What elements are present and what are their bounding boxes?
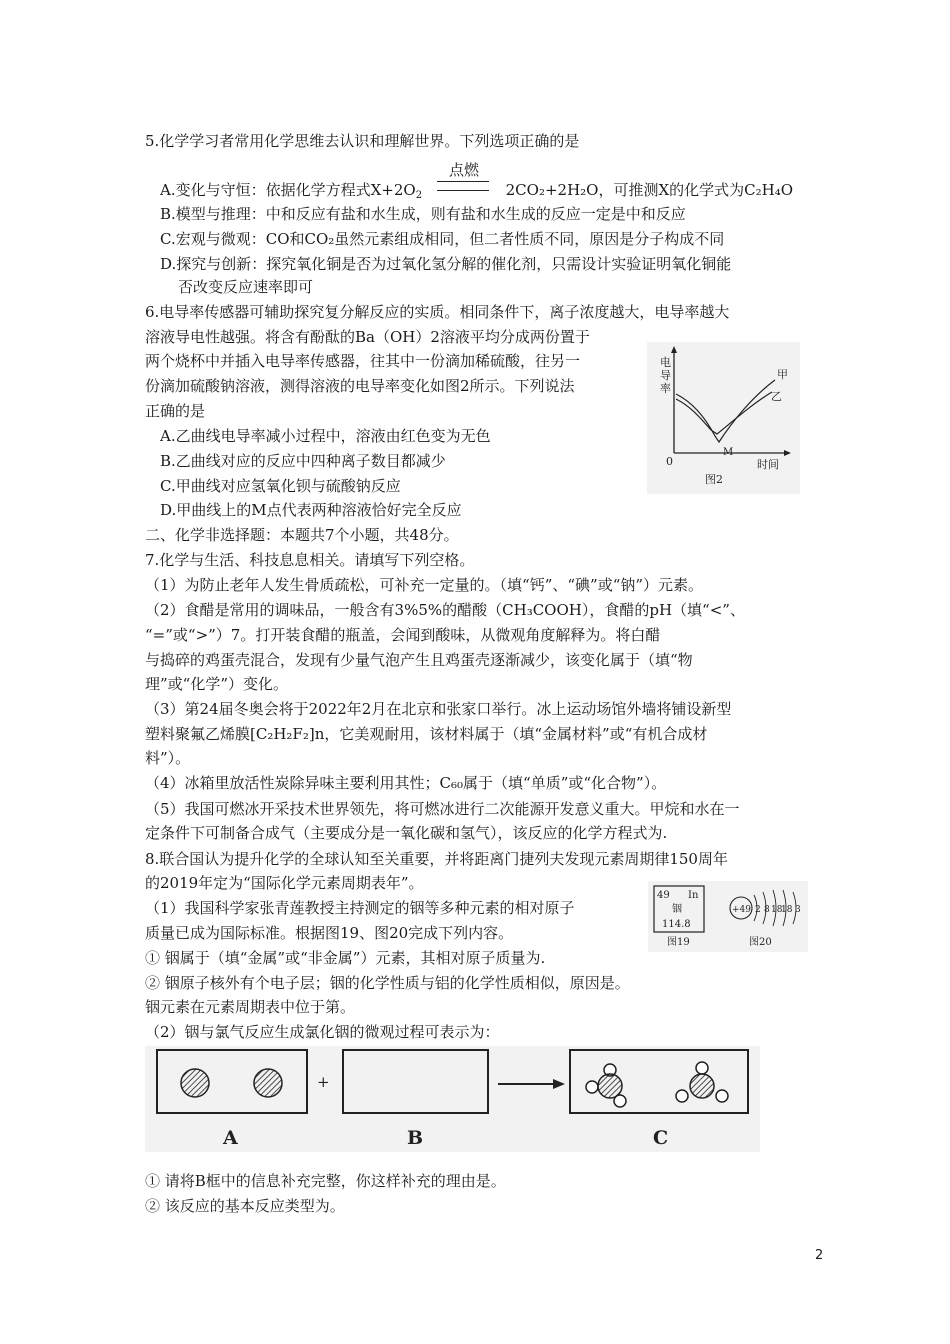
q7-part5-line1: （5）我国可燃冰开采技术世界领先，将可燃冰进行二次能源开发意义重大。甲烷和水在一 (145, 800, 740, 818)
fig2-ylabel-3: 率 (660, 382, 671, 395)
q5-option-a-sub: 2 (415, 190, 423, 201)
q8-line1: 8.联合国认为提升化学的全球认知至关重要，并将距离门捷列夫发现元素周期律150周年 (145, 850, 728, 868)
q8-question1: ① 请将B框中的信息补充完整，你这样补充的理由是。 (145, 1172, 506, 1190)
q5-option-a-pre: A.变化与守恒：依据化学方程式X+2O (160, 181, 416, 199)
q7-stem: 7.化学与生活、科技息息相关。请填写下列空格。 (145, 551, 475, 569)
micro-label-b: B (407, 1127, 424, 1149)
q6-option-d: D.甲曲线上的M点代表两种溶液恰好完全反应 (160, 501, 462, 519)
q6-line5: 正确的是 (145, 402, 206, 420)
q7-part4: （4）冰箱里放活性炭除异味主要利用其性；C₆₀属于（填“单质”或“化合物”）。 (145, 774, 667, 792)
micro-label-c: C (653, 1127, 669, 1149)
q8-item1: ① 铟属于（填“金属”或“非金属”）元素，其相对原子质量为. (145, 949, 546, 967)
q5-option-b: B.模型与推理：中和反应有盐和水生成，则有盐和水生成的反应一定是中和反应 (160, 205, 686, 223)
q5-option-c: C.宏观与微观：CO和CO₂虽然元素组成相同，但二者性质不同，原因是分子构成不同 (160, 230, 725, 248)
q6-line3: 两个烧杯中并插入电导率传感器，往其中一份滴加稀硫酸，往另一 (145, 352, 581, 370)
fig2-label-jia: 甲 (777, 368, 788, 381)
indium-chloride-molecule-icon (676, 1062, 728, 1102)
indium-atom-icon (181, 1069, 209, 1097)
fig2-caption: 图2 (705, 473, 723, 486)
q8-part1-line2: 质量已成为国际标准。根据图19、图20完成下列内容。 (145, 924, 514, 942)
q5-option-d-line1: D.探究与创新：探究氧化铜是否为过氧化氢分解的催化剂，只需设计实验证明氧化铜能 (160, 255, 732, 273)
q7-part3-line3: 料”）。 (145, 749, 191, 767)
q6-option-b: B.乙曲线对应的反应中四种离子数目都减少 (160, 452, 446, 470)
micro-box-b (343, 1050, 488, 1113)
q8-question2: ② 该反应的基本反应类型为。 (145, 1197, 345, 1215)
indium-atom-icon (254, 1069, 282, 1097)
fig20-shell-3: 18 (771, 905, 783, 915)
q6-option-c: C.甲曲线对应氢氧化钡与硫酸钠反应 (160, 477, 401, 495)
micro-label-a: A (223, 1127, 238, 1149)
q5-option-a (160, 180, 793, 200)
q7-part1: （1）为防止老年人发生骨质疏松，可补充一定量的。（填“钙”、“碘”或“钠”）元素。 (145, 576, 704, 594)
page-number: 2 (815, 1248, 824, 1263)
fig2-label-yi: 乙 (771, 390, 782, 403)
fig20-caption: 图20 (749, 937, 772, 948)
q5-option-d-line2: 否改变反应速率即可 (178, 278, 314, 296)
q7-part2-line1: （2）食醋是常用的调味品，一般含有3%5%的醋酸（CH₃COOH），食醋的pH（填“<”、 (145, 601, 745, 619)
equals-sign-icon (437, 181, 489, 191)
fig2-xlabel: 时间 (757, 458, 779, 471)
figure-2-conductivity-graph (647, 342, 800, 494)
q7-part2-line2: “=”或“>”）7。打开装食醋的瓶盖，会闻到酸味，从微观角度解释为。将白醋 (145, 626, 661, 644)
q7-part3-line2: 塑料聚氟乙烯膜[C₂H₂F₂]n，它美观耐用，该材料属于（填“金属材料”或“有机合成材 (145, 725, 708, 743)
micro-plus: + (317, 1073, 330, 1091)
q5-stem: 5.化学学习者常用化学思维去认识和理解世界。下列选项正确的是 (145, 132, 580, 150)
fig2-y-arrow-icon (671, 346, 677, 353)
figure-19-20-indium (648, 881, 808, 952)
fig2-curve-jia (676, 380, 775, 442)
q7-part2-line4: 理”或“化学”）变化。 (145, 675, 289, 693)
micro-box-c (570, 1050, 748, 1113)
q6-line2: 溶液导电性越强。将含有酚酞的Ba（OH）2溶液平均分成两份置于 (145, 328, 590, 346)
micro-arrow-icon (553, 1079, 565, 1089)
q5-reaction-condition: 点燃 (449, 161, 480, 179)
indium-chloride-molecule-icon (586, 1064, 626, 1107)
q8-part2: （2）铟与氯气反应生成氯化铟的微观过程可表示为： (145, 1023, 500, 1041)
fig19-mass: 114.8 (662, 919, 691, 930)
q8-line2: 的2019年定为“国际化学元素周期表年”。 (145, 874, 424, 892)
fig19-caption: 图19 (667, 937, 690, 948)
fig19-name: 铟 (672, 904, 682, 915)
fig2-x-arrow-icon (784, 450, 791, 456)
fig20-shell-2: 8 (764, 905, 770, 915)
section-2-heading: 二、化学非选择题：本题共7个小题，共48分。 (145, 526, 459, 544)
fig2-label-m: M (723, 447, 734, 458)
fig19-symbol: In (688, 890, 699, 901)
fig20-nucleus-charge: +49 (732, 905, 751, 915)
q7-part3-line1: （3）第24届冬奥会将于2022年2月在北京和张家口举行。冰上运动场馆外墙将铺设新型 (145, 700, 732, 718)
q8-item3: 铟元素在元素周期表中位于第。 (145, 998, 356, 1016)
fig2-origin: 0 (666, 455, 673, 468)
q6-line4: 份滴加硫酸钠溶液，测得溶液的电导率变化如图2所示。下列说法 (145, 377, 575, 395)
fig20-shell-1: 2 (755, 905, 761, 915)
q7-part5-line2: 定条件下可制备合成气（主要成分是一氧化碳和氢气），该反应的化学方程式为. (145, 824, 668, 842)
q7-part2-line3: 与捣碎的鸡蛋壳混合，发现有少量气泡产生且鸡蛋壳逐渐减少，该变化属于（填“物 (145, 651, 693, 669)
q5-option-a-post: 2CO₂+2H₂O，可推测X的化学式为C₂H₄O (505, 181, 794, 199)
q8-item2: ② 铟原子核外有个电子层；铟的化学性质与铝的化学性质相似，原因是。 (145, 974, 630, 992)
micro-box-a (157, 1050, 307, 1113)
figure-micro-process (145, 1046, 760, 1152)
fig19-atomic-number: 49 (657, 890, 670, 901)
fig20-shell-4: 18 (781, 905, 793, 915)
q6-line1: 6.电导率传感器可辅助探究复分解反应的实质。相同条件下，离子浓度越大，电导率越大 (145, 303, 730, 321)
fig20-shell-5: 3 (795, 905, 801, 915)
q8-part1-line1: （1）我国科学家张青莲教授主持测定的铟等多种元素的相对原子 (145, 899, 575, 917)
q6-option-a: A.乙曲线电导率减小过程中，溶液由红色变为无色 (160, 427, 491, 445)
fig2-ylabel-1: 电 (660, 356, 671, 369)
fig2-curve-yi (676, 392, 772, 434)
fig2-ylabel-2: 导 (660, 369, 671, 382)
